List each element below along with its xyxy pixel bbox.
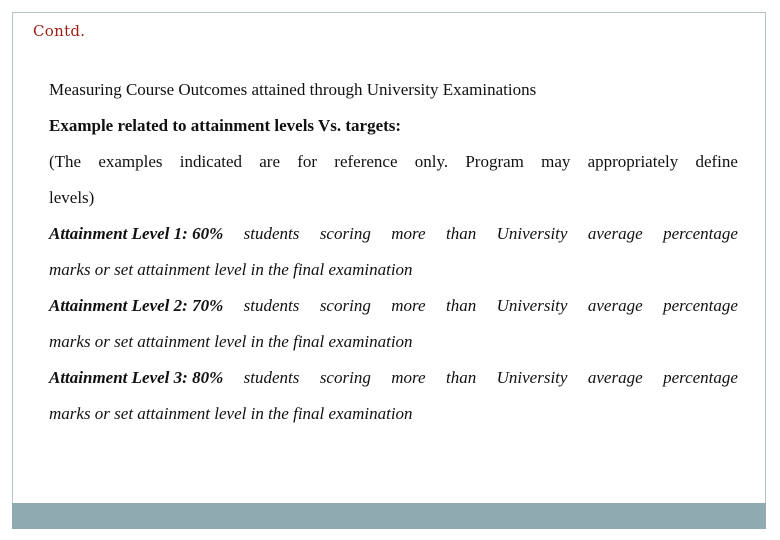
attainment-level-3 — [49, 360, 738, 432]
level-word: more — [391, 368, 426, 387]
level-word: than — [445, 368, 477, 387]
level-word: scoring — [319, 296, 371, 315]
level-word: average — [587, 224, 643, 243]
level-line-2: marks or set attainment level in the final examination — [49, 404, 413, 423]
attainment-level-label: Attainment Level 1: 60% — [49, 224, 224, 243]
level-word: scoring — [319, 224, 371, 243]
note-line-1 — [49, 144, 738, 180]
attainment-level-2 — [49, 288, 738, 360]
heading: Measuring Course Outcomes attained through University Examinations — [49, 80, 537, 99]
level-word: students — [243, 368, 300, 387]
attainment-level-1 — [49, 216, 738, 288]
level-line-1 — [49, 216, 738, 252]
footer-band — [12, 503, 766, 529]
level-word: percentage — [663, 368, 738, 387]
level-word: more — [391, 296, 426, 315]
note-word: Program — [465, 152, 524, 171]
level-word: University — [496, 368, 568, 387]
note-word: appropriately — [587, 152, 679, 171]
level-word: average — [587, 296, 643, 315]
level-word: students — [243, 224, 300, 243]
level-word: more — [391, 224, 426, 243]
level-line-1 — [49, 288, 738, 324]
level-line-2: marks or set attainment level in the final examination — [49, 260, 413, 279]
level-word: scoring — [319, 368, 371, 387]
note-word: examples — [98, 152, 163, 171]
level-word: University — [496, 224, 568, 243]
level-word: percentage — [663, 224, 738, 243]
attainment-level-label: Attainment Level 2: 70% — [49, 296, 224, 315]
level-word: than — [445, 296, 477, 315]
note-word: (The — [49, 152, 82, 171]
level-word: students — [243, 296, 300, 315]
note-word: may — [541, 152, 571, 171]
level-line-1 — [49, 360, 738, 396]
note-word: indicated — [179, 152, 243, 171]
level-word: than — [445, 224, 477, 243]
note-word: define — [695, 152, 738, 171]
level-word: average — [587, 368, 643, 387]
level-word: percentage — [663, 296, 738, 315]
slide-content — [49, 72, 738, 432]
example-heading: Example related to attainment levels Vs. targets: — [49, 116, 402, 135]
attainment-level-label: Attainment Level 3: 80% — [49, 368, 224, 387]
note-word: for — [297, 152, 318, 171]
slide-title: Contd. — [33, 22, 86, 40]
level-line-2: marks or set attainment level in the final examination — [49, 332, 413, 351]
note-word: only. — [414, 152, 449, 171]
note-word: reference — [334, 152, 398, 171]
level-word: University — [496, 296, 568, 315]
note-word: are — [259, 152, 281, 171]
note-line-2: levels) — [49, 188, 95, 207]
